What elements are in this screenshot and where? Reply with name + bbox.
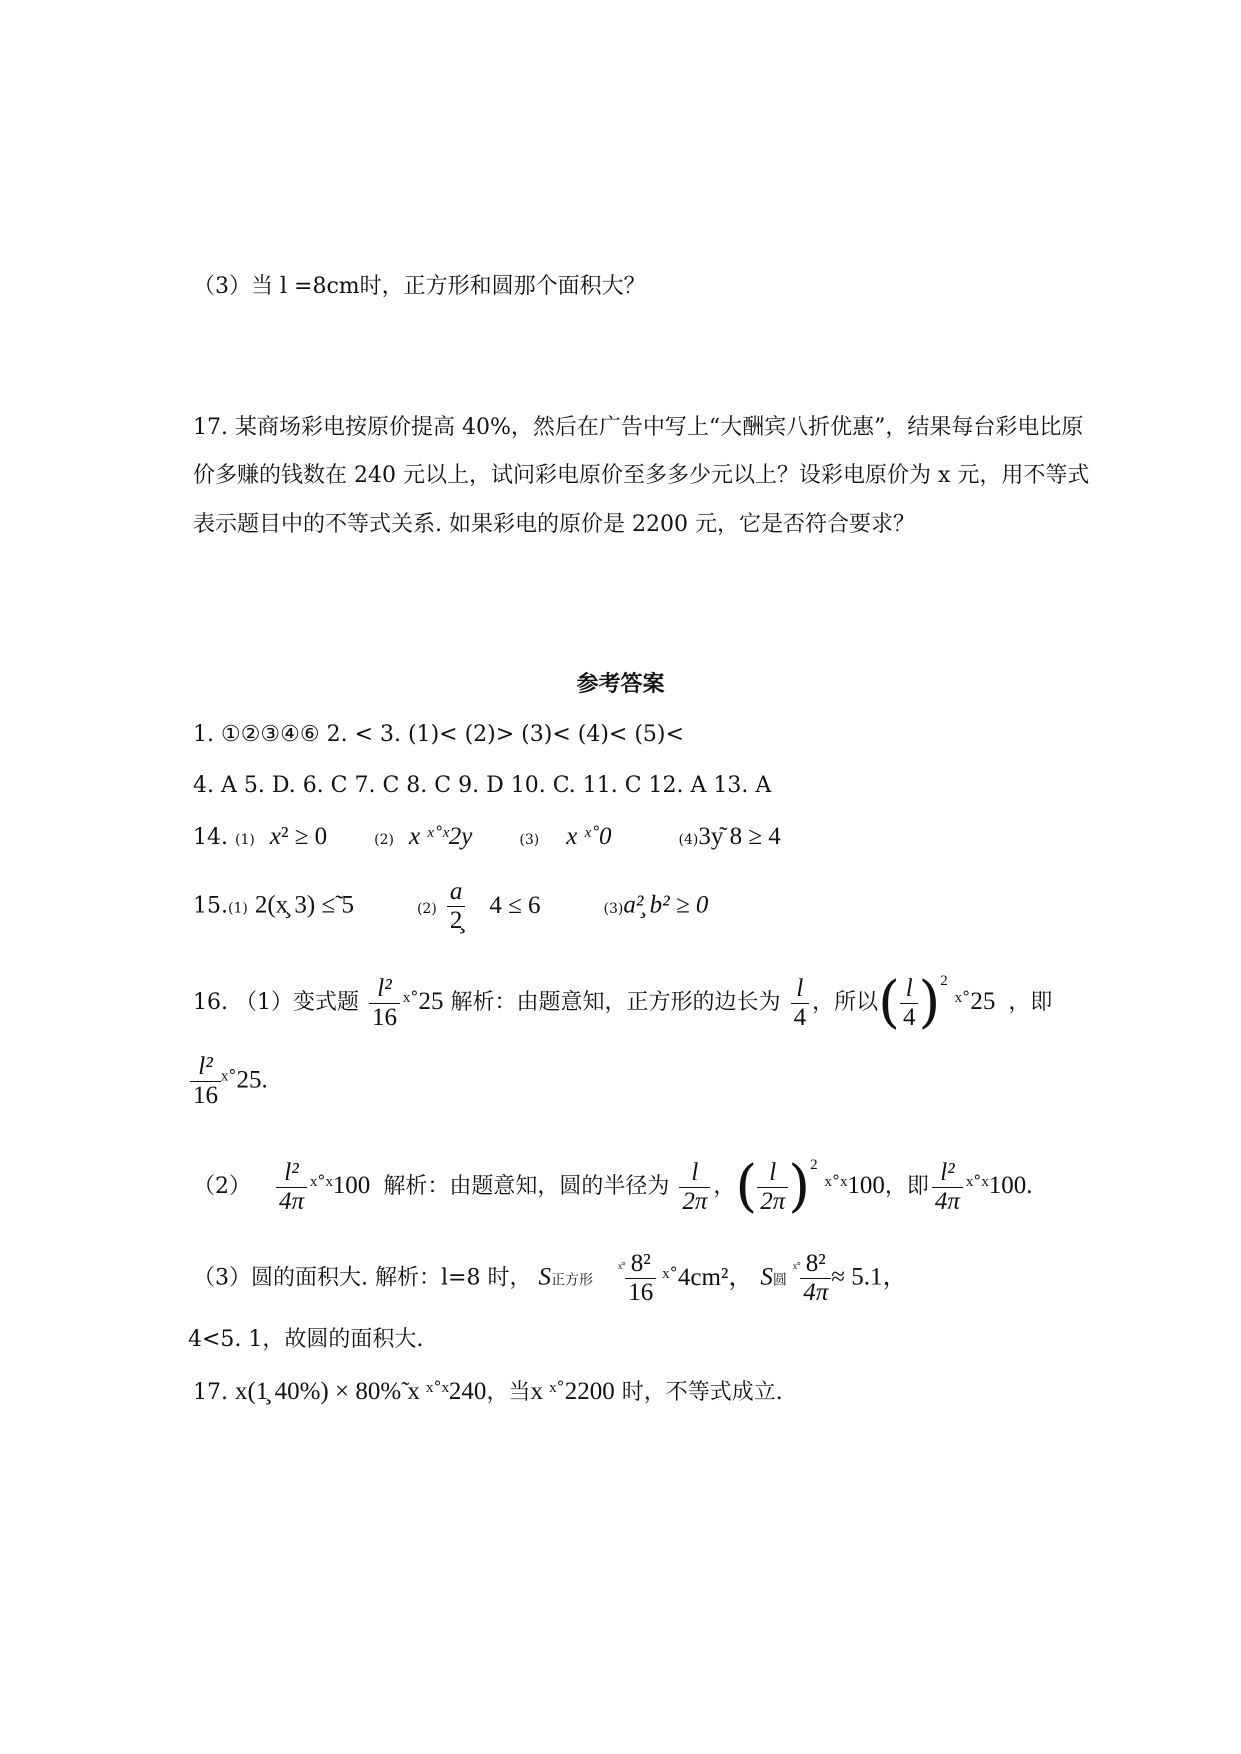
answer-14-part-2-label: (2) [374, 832, 395, 848]
answer-15-part-1-label: (1) [228, 900, 248, 917]
answer-17-expr-2: x ˣ˚2200 [530, 1378, 615, 1405]
answer-14-part-2-expr: x ˣ˚ˣ2y [409, 823, 473, 850]
answer-14-part-1-expr: ² ≥ 0 [280, 823, 328, 850]
answer-16-1b-fraction: $\frac{\text{l²}}{16}$ [190, 1053, 221, 1110]
answer-16-1b-expr: ˣ˚25. [221, 1066, 268, 1094]
answer-16-1-exponent: 2 [940, 973, 948, 989]
answer-16-2-expr-1: ˣ˚ˣ100 [310, 1172, 371, 1199]
answer-16-3-s1: S [538, 1263, 551, 1291]
answer-16-3-s2-subscript: 圆 [772, 1272, 787, 1289]
answer-16-2-text-2: ，即 [884, 1174, 929, 1199]
answer-16-3-fraction-2: $\frac{\text{8²}}{4\pi}$ [800, 1250, 831, 1307]
question-17-line-1: 17. 某商场彩电按原价提高 40%，然后在广告中写上“大酬宾八折优惠”，结果每台彩电比原 [193, 415, 1084, 440]
answer-15-part-3-expr: a²̧ b² ≥ 0 [623, 891, 709, 919]
answer-16-2-fraction-4: $\frac{\text{l²}}{4\pi}$ [932, 1159, 963, 1216]
answer-16-3-expr-3: ˣ˚ [792, 1260, 801, 1277]
answer-15-part-3-label: (3) [603, 900, 624, 917]
answer-15-part-2-label: (2) [416, 900, 437, 917]
answer-16-3-label: （3）圆的面积大. 解析：l=8 时， [193, 1265, 532, 1291]
answer-16-1-fraction-2: $\frac{l}{4}$ [791, 975, 810, 1032]
answer-15 [193, 878, 708, 935]
answer-16-1-label: 16. （1）变式题 [193, 990, 359, 1015]
answer-14-part-1-label: (1) [235, 832, 255, 848]
answer-16-1-fraction-1: $\frac{\text{l²}}{16}$ [369, 975, 400, 1032]
answer-15-label: 15. [193, 893, 228, 919]
answer-16-3 [193, 1250, 908, 1307]
answer-14-part-3-label: (3) [519, 832, 540, 848]
answer-16-2-text-1: 解析：由题意知，圆的半径为 [383, 1174, 670, 1199]
answers-title: 参考答案 [576, 671, 665, 697]
answer-16-1-text-3: ，即 [1008, 990, 1053, 1015]
answer-16-2-expr-2: ˣ˚ˣ100 [824, 1172, 885, 1199]
answer-14-part-4-expr: 3y͂ 8 ≥ 4 [698, 823, 781, 850]
answer-16-3-fraction-1: $\frac{\text{8²}}{16}$ [625, 1250, 656, 1307]
answer-16-2-exponent: 2 [810, 1157, 818, 1173]
answer-16-2-expr-3: ˣ˚ˣ100. [965, 1172, 1033, 1199]
answer-16-2: （2） $\frac{\text{l²}}{4\pi}$ ˣ˚ˣ100 解析：由题意知，圆的半径为 $\frac{l}{2\pi}$ ，( $\frac{l}{2\pi}$ )$^2$ ˣ˚ˣ100，即 $\frac{\text{l²}}{4\pi}$ ˣ˚ˣ100. [193, 1154, 1033, 1219]
answer-16-3-continued: 4<5. 1，故圆的面积大. [188, 1327, 424, 1352]
answer-14-label: 14. [193, 825, 228, 850]
answer-16-1: 16. （1）变式题 $\frac{\text{l²}}{16}$ ˣ˚25 解析：由题意知，正方形的边长为 $\frac{l}{4}$ ，所以( $\frac{l}{4}$ )$^2$ ˣ˚25 ，即 [193, 970, 1053, 1035]
answer-17-text-1: ，当 [486, 1380, 531, 1405]
answer-16-3-expr-1: ˣ˚ [617, 1260, 626, 1277]
answer-14-part-3-expr: x ˣ˚0 [566, 823, 612, 850]
answer-16-2-fraction-2: $\frac{l}{2\pi}$ [679, 1159, 710, 1216]
answer-16-3-expr-4: ≈ 5.1， [831, 1263, 908, 1291]
answer-16-3-s2: S [760, 1263, 773, 1291]
answer-16-2-comma: ， [713, 1174, 736, 1199]
answer-14-part-4-label: (4) [678, 832, 699, 848]
answer-16-2-fraction-1: $\frac{\text{l²}}{4\pi}$ [276, 1159, 307, 1216]
answer-16-1-expr-1: ˣ˚25 [402, 988, 444, 1015]
answer-15-part-1-expr: 2(x̧ 3) ≤̃ 5 [254, 891, 354, 919]
answer-16-1-continued [190, 1053, 268, 1110]
answer-16-1-fraction-3: $\frac{l}{4}$ [900, 975, 919, 1032]
answer-14-part-1-var: x [269, 823, 281, 850]
answer-16-3-s1-subscript: 正方形 [550, 1272, 593, 1289]
answer-16-1-text-2: ，所以 [812, 990, 879, 1015]
answer-17-expr-1: x(1̧ 40%) × 80%̃ x ˣ˚ˣ240 [235, 1378, 487, 1405]
answer-17-label: 17. [193, 1380, 228, 1405]
question-17-line-3: 表示题目中的不等式关系. 如果彩电的原价是 2200 元，它是否符合要求？ [193, 512, 915, 537]
question-16-3: （3）当 l =8cm时，正方形和圆那个面积大？ [193, 274, 646, 299]
answer-16-3-expr-2: ˣ˚4cm²， [662, 1263, 754, 1291]
answer-16-1-text-1: 解析：由题意知，正方形的边长为 [450, 990, 781, 1015]
answer-17 [193, 1377, 783, 1408]
answer-17-text-2: 时，不等式成立. [621, 1380, 783, 1405]
answer-4-13: 4. A 5. D. 6. C 7. C 8. C 9. D 10. C. 11. C 12. A 13. A [193, 773, 772, 798]
answer-14 [193, 822, 781, 855]
answer-15-part-2-expr: 4 ≤ 6 [489, 891, 541, 919]
answer-16-2-label: （2） [193, 1174, 251, 1199]
answer-16-1-expr-2: ˣ˚25 [954, 988, 996, 1015]
answer-15-fraction: $\frac{a}{2̧}$ [447, 878, 466, 935]
question-17-line-2: 价多赚的钱数在 240 元以上，试问彩电原价至多多少元以上？设彩电原价为 x 元，用不等式 [193, 463, 1090, 488]
answer-1-3: 1. ①②③④⑥ 2. < 3. (1)< (2)> (3)< (4)< (5)< [193, 722, 684, 747]
answer-16-2-fraction-3: $\frac{l}{2\pi}$ [757, 1159, 788, 1216]
